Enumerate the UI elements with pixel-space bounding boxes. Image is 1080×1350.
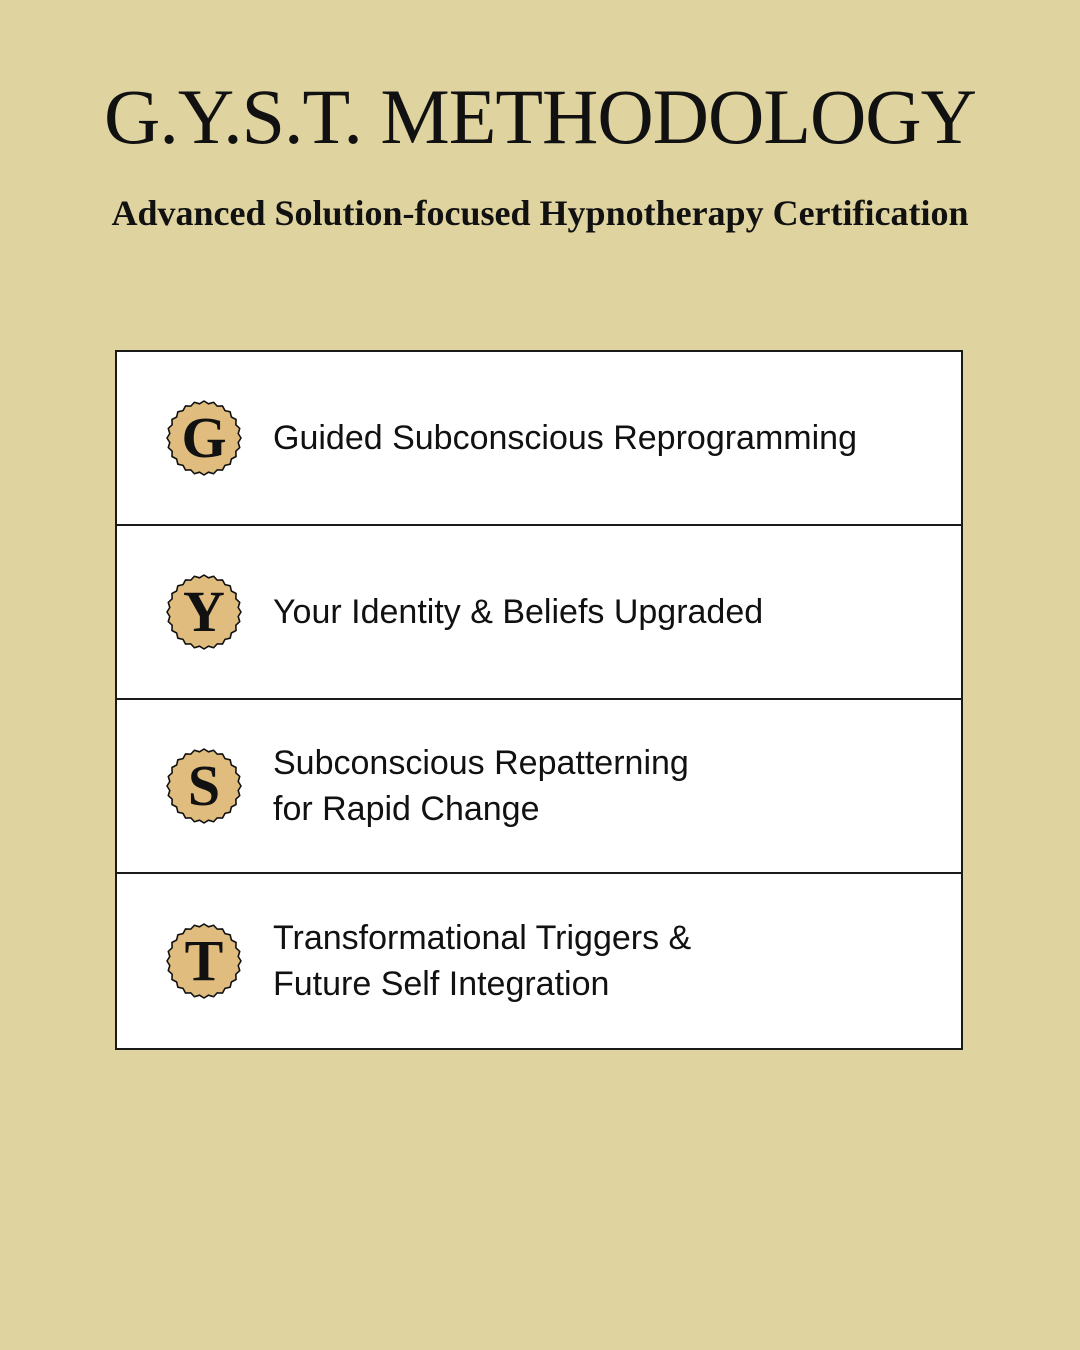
badge-icon [165,399,243,477]
methodology-item-g [117,352,961,526]
badge-icon [165,747,243,825]
page-title: G.Y.S.T. METHODOLOGY [104,73,976,160]
methodology-item-y [117,526,961,700]
badge-letter: Y [183,579,225,644]
page-subtitle: Advanced Solution-focused Hypnotherapy Certification [111,193,969,233]
item-label: Transformational Triggers & Future Self Integration [273,919,692,1003]
methodology-item-s [117,700,961,874]
badge-letter: T [184,928,224,993]
badge-icon [165,922,243,1000]
methodology-item-t [117,874,961,1048]
methodology-list [115,350,963,1050]
badge-icon [165,573,243,651]
badge-letter: S [187,753,221,818]
badge-letter: G [181,405,227,470]
item-label: Guided Subconscious Reprogramming [273,419,857,457]
item-label: Subconscious Repatterning for Rapid Change [273,744,689,828]
item-label: Your Identity & Beliefs Upgraded [273,593,764,631]
